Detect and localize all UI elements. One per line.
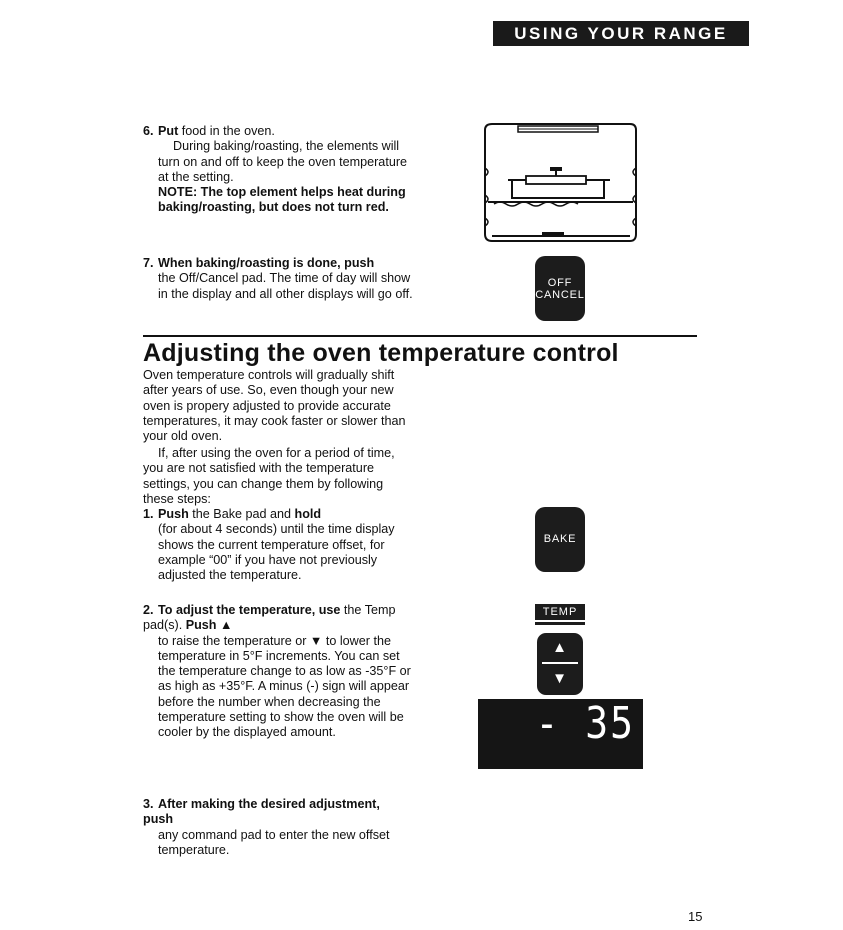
step-lead: Put bbox=[158, 124, 179, 138]
intro-1: Oven temperature controls will gradually shift after years of use. So, even though your new oven is propery adjusted to provide accurate temperatures, it may cook faster or slower than your old oven. bbox=[143, 368, 406, 444]
bake-button[interactable]: BAKE bbox=[535, 507, 585, 572]
off-cancel-button[interactable] bbox=[535, 256, 585, 321]
step-bold: Push ▲ bbox=[185, 618, 233, 633]
intro-2: If, after using the oven for a period of time, you are not satisfied with the temperature settings, you can change them by following these steps: bbox=[143, 446, 395, 506]
section-title: Adjusting the oven temperature control bbox=[143, 339, 619, 367]
step-lead: Push bbox=[158, 507, 189, 521]
page-number: 15 bbox=[688, 909, 703, 924]
step-note: NOTE: The top element helps heat during baking/roasting, but does not turn red. bbox=[158, 185, 406, 215]
step-number: 6. bbox=[143, 124, 154, 138]
display-readout: - 35 bbox=[535, 697, 635, 749]
step-number: 7. bbox=[143, 256, 154, 270]
step-lead: When baking/roasting is done, push bbox=[158, 256, 375, 270]
temp-stepper[interactable] bbox=[537, 633, 583, 695]
step-bold: hold bbox=[294, 507, 322, 521]
step-lead: After making the desired adjustment, push bbox=[143, 797, 380, 827]
step-number: 3. bbox=[143, 797, 154, 811]
step-lead: To adjust the temperature, use bbox=[158, 603, 341, 617]
step-number: 2. bbox=[143, 603, 154, 617]
step-text: food in the oven. bbox=[178, 124, 275, 138]
cancel-label: CANCEL bbox=[535, 288, 585, 301]
temperature-display bbox=[478, 699, 643, 769]
step-6 bbox=[143, 124, 413, 216]
temp-label: TEMP bbox=[535, 604, 585, 622]
section-rule bbox=[143, 335, 697, 337]
section-banner: USING YOUR RANGE bbox=[493, 21, 749, 46]
step-text: the Off/Cancel pad. The time of day will show in the display and all other displays will go off. bbox=[158, 271, 413, 301]
adjust-step-3 bbox=[143, 797, 413, 858]
step-paragraph: During baking/roasting, the elements will turn on and off to keep the oven temperature at the setting. bbox=[158, 139, 408, 184]
step-7 bbox=[143, 256, 418, 302]
adjust-step-2 bbox=[143, 603, 411, 741]
step-text-cont: (for about 4 seconds) until the time display shows the current temperature offset, for example “00” if you have not previously adjusted the temperature. bbox=[158, 522, 395, 583]
adjust-step-1 bbox=[143, 507, 408, 583]
step-text: the Bake pad and bbox=[188, 507, 295, 521]
temp-up-button[interactable]: ▲ bbox=[552, 639, 568, 656]
oven-illustration bbox=[480, 120, 642, 245]
off-label: OFF bbox=[547, 276, 573, 289]
step-number: 1. bbox=[143, 507, 154, 521]
step-text: the Temp pad(s). bbox=[143, 603, 396, 633]
temp-down-button[interactable]: ▼ bbox=[552, 670, 568, 687]
step-text: any command pad to enter the new offset temperature. bbox=[158, 827, 390, 857]
step-text-cont: to raise the temperature or ▼ to lower the temperature in 5°F increments. You can set the temperature change to as low as -35°F or as high as +35°F. A minus (-) sign will appear before the number when decreasing the temperature setting to show the oven will be cooler by the displayed amount. bbox=[158, 633, 411, 740]
